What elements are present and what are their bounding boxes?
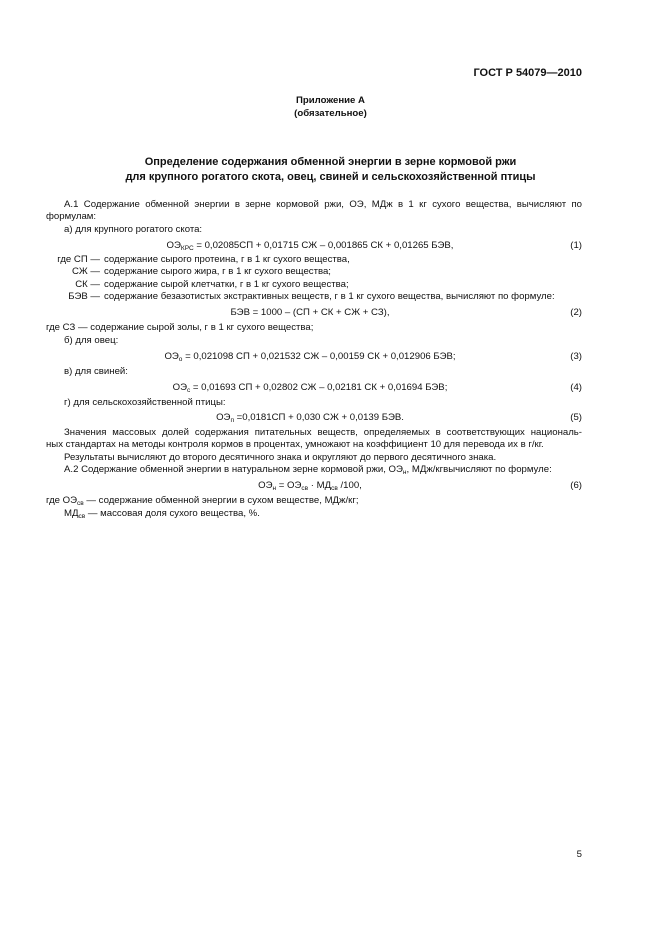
note-line2: ных стандартах на методы контроля кормов в процентах, умножают на коэффициент 10 для перевода их в г/кг. bbox=[46, 439, 544, 450]
poultry-intro: г) для сельскохозяйственной птицы: bbox=[64, 397, 226, 408]
where-mass bbox=[64, 508, 260, 520]
where-text: содержание сырого жира, г в 1 кг сухого вещества; bbox=[104, 266, 331, 277]
equation-3-sub: о bbox=[178, 356, 183, 363]
equation-6-sub3: св bbox=[331, 485, 338, 492]
standard-number: ГОСТ Р 54079—2010 bbox=[473, 67, 582, 79]
section-title-line1: Определение содержания обменной энергии в зерне кормовой ржи bbox=[144, 156, 517, 168]
equation-1-rhs: = 0,02085СП + 0,01715 СЖ – 0,001865 СК + 0,01265 БЭВ, bbox=[193, 240, 454, 251]
where-energy bbox=[46, 495, 359, 507]
where-energy-label: где ОЭ bbox=[46, 495, 78, 506]
note-line3: Результаты вычисляют до второго десятичного знака и округляют до первого десятичного знака. bbox=[64, 452, 497, 463]
paragraph-a2-sub: н bbox=[402, 469, 407, 476]
equation-4-rhs: = 0,01693 СП + 0,02802 СЖ – 0,02181 СК + 0,01694 БЭВ; bbox=[190, 382, 448, 393]
equation-4-lhs: ОЭ bbox=[172, 382, 187, 393]
paragraph-a1-line2: формулам: bbox=[46, 211, 97, 222]
paragraph-a2-post: , МДж/кгвычисляют по формуле: bbox=[406, 464, 552, 475]
equation-1 bbox=[100, 240, 520, 252]
equation-6-number: (6) bbox=[570, 480, 582, 491]
where-energy-sub: св bbox=[77, 500, 84, 507]
where-energy-tail: — bbox=[83, 495, 96, 506]
equation-4 bbox=[100, 382, 520, 394]
equation-6-rhs: /100, bbox=[337, 480, 362, 491]
equation-4-number: (4) bbox=[570, 382, 582, 393]
equation-3-lhs: ОЭ bbox=[164, 351, 179, 362]
equation-6-mid2: · МД bbox=[308, 480, 332, 491]
where-mass-tail: — bbox=[85, 508, 98, 519]
equation-5-lhs: ОЭ bbox=[216, 412, 231, 423]
appendix-title: Приложение А bbox=[296, 95, 365, 106]
equation-2: БЭВ = 1000 – (СП + СК + СЖ + СЗ), bbox=[230, 307, 390, 318]
where-label: СК — bbox=[75, 279, 100, 290]
equation-6-sub1: н bbox=[272, 485, 277, 492]
where-label: СЖ — bbox=[71, 266, 100, 277]
equation-5-rhs: =0,0181СП + 0,030 СЖ + 0,0139 БЭВ. bbox=[233, 412, 404, 423]
paragraph-a1-line1: А.1 Содержание обменной энергии в зерне кормовой ржи, ОЭ, МДж в 1 кг сухого вещества, вычисляют по bbox=[64, 199, 582, 210]
cattle-intro: а) для крупного рогатого скота: bbox=[64, 224, 203, 235]
where-text: содержание безазотистых экстрактивных веществ, г в 1 кг сухого вещества, вычисляют по формуле: bbox=[104, 291, 555, 302]
where-text: содержание сырой клетчатки, г в 1 кг сухого вещества; bbox=[104, 279, 349, 290]
where-mass-sub: св bbox=[78, 513, 86, 520]
paragraph-a2-pre: А.2 Содержание обменной энергии в натуральном зерне кормовой ржи, ОЭ bbox=[64, 464, 403, 475]
equation-1-lhs: ОЭ bbox=[166, 240, 181, 251]
appendix-status: (обязательное) bbox=[294, 108, 367, 119]
where-text: содержание сырого протеина, г в 1 кг сухого вещества, bbox=[104, 254, 350, 265]
equation-3 bbox=[100, 351, 520, 363]
sheep-intro: б) для овец: bbox=[64, 335, 119, 346]
equation-5-number: (5) bbox=[570, 412, 582, 423]
where-label: где СП — bbox=[57, 254, 100, 265]
paragraph-a2 bbox=[64, 464, 552, 476]
equation-1-number: (1) bbox=[570, 240, 582, 251]
where-ash: где СЗ — содержание сырой золы, г в 1 кг сухого вещества; bbox=[46, 322, 314, 333]
equation-1-sub: КРС bbox=[180, 245, 194, 252]
equation-6-lhs: ОЭ bbox=[258, 480, 273, 491]
equation-5 bbox=[100, 412, 520, 424]
equation-3-rhs: = 0,021098 СП + 0,021532 СЖ – 0,00159 СК + 0,012906 БЭВ; bbox=[182, 351, 456, 362]
where-mass-text: массовая доля сухого вещества, %. bbox=[100, 508, 260, 519]
equation-5-sub: п bbox=[230, 417, 234, 424]
page-number: 5 bbox=[576, 849, 582, 860]
where-label: БЭВ — bbox=[68, 291, 100, 302]
equation-6-sub2: св bbox=[301, 485, 309, 492]
section-title-line2: для крупного рогатого скота, овец, свиней и сельскохозяйственной птицы bbox=[125, 171, 536, 183]
where-mass-label: МД bbox=[64, 508, 79, 519]
where-energy-text: содержание обменной энергии в сухом веществе, МДж/кг; bbox=[98, 495, 359, 506]
equation-4-sub: с bbox=[186, 387, 191, 394]
equation-6-mid: = ОЭ bbox=[276, 480, 302, 491]
note-line1: Значения массовых долей содержания питательных веществ, определяемых в соответствующих националь- bbox=[64, 427, 582, 438]
equation-2-number: (2) bbox=[570, 307, 582, 318]
equation-6 bbox=[100, 480, 520, 492]
pig-intro: в) для свиней: bbox=[64, 366, 128, 377]
equation-3-number: (3) bbox=[570, 351, 582, 362]
